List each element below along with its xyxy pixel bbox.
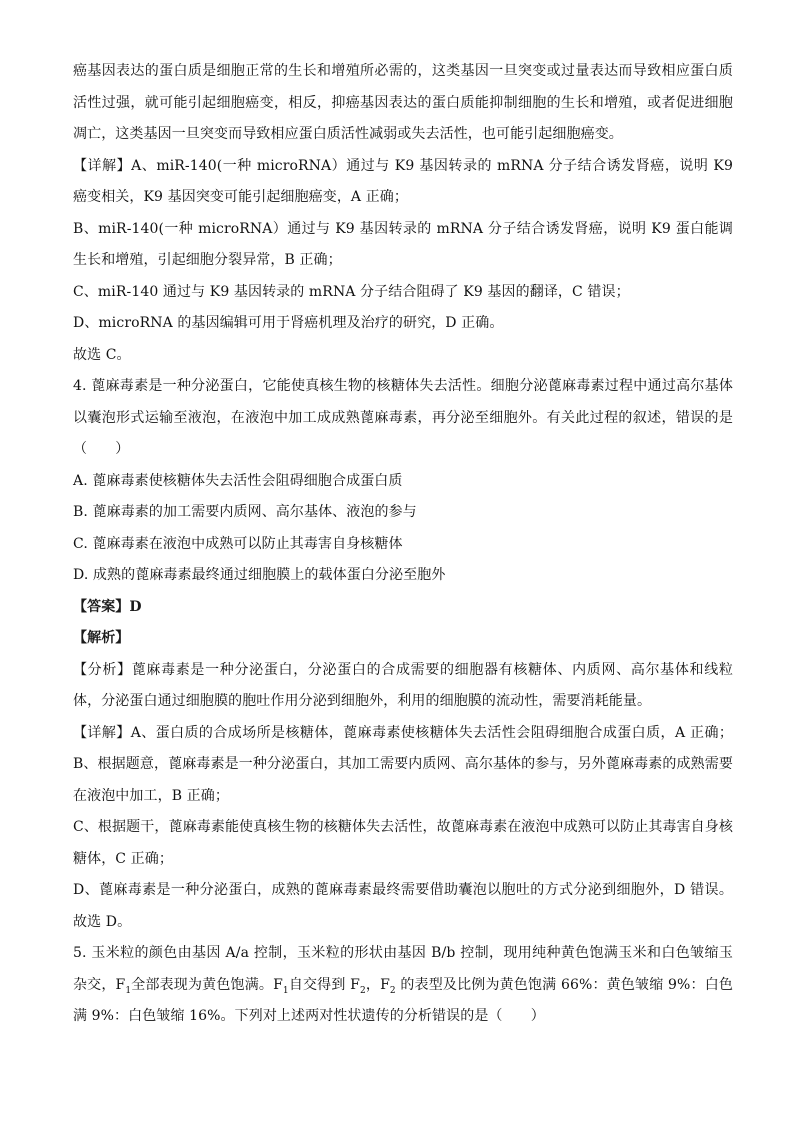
- text-line: 糖体，C 正确；: [73, 850, 173, 867]
- text-line: 凋亡，这类基因一旦突变而导致相应蛋白质活性减弱或失去活性，也可能引起细胞癌变。: [73, 126, 623, 142]
- text-run: ，F: [365, 976, 390, 993]
- text-line: D、蓖麻毒素是一种分泌蛋白，成熟的蓖麻毒素最终需要借助囊泡以胞吐的方式分泌到细胞外，D 错误。: [73, 882, 733, 898]
- text-line: 癌变相关，K9 基因突变可能引起细胞癌变，A 正确；: [73, 189, 408, 205]
- text-line: 在液泡中加工，B 正确；: [73, 787, 229, 804]
- text-line: 故选 D。: [73, 913, 132, 930]
- subscript: 2: [360, 985, 366, 996]
- text-line: C、miR-140 通过与 K9 基因转录的 mRNA 分子结合阻碍了 K9 基因的翻译，C 错误；: [73, 283, 630, 300]
- text-line: C. 蓖麻毒素在液泡中成熟可以防止其毒害自身核糖体: [73, 535, 403, 552]
- text-line: 癌基因表达的蛋白质是细胞正常的生长和增殖所必需的，这类基因一旦突变或过量表达而导致相应蛋白质: [73, 63, 733, 79]
- document-page: [73, 60, 733, 1037]
- text-line: B、根据题意，蓖麻毒素是一种分泌蛋白，其加工需要内质网、高尔基体的参与，另外蓖麻毒素的成熟需要: [73, 756, 733, 772]
- subscript: 2: [389, 985, 396, 996]
- text-run: 自交得到 F: [288, 976, 360, 993]
- text-run: 的表型及比例为黄色饱满 66%：黄色皱缩 9%：白色: [400, 976, 733, 993]
- text-line: 以囊泡形式运输至液泡，在液泡中加工成成熟蓖麻毒素，再分泌至细胞外。有关此过程的叙述，错误的是: [73, 409, 733, 426]
- text-line: 【答案】D: [73, 598, 142, 615]
- text-line: 生长和增殖，引起细胞分裂异常，B 正确；: [73, 252, 342, 268]
- text-line: B. 蓖麻毒素的加工需要内质网、高尔基体、液泡的参与: [73, 504, 417, 520]
- subscript: 1: [125, 985, 132, 996]
- text-line: 【详解】A、蛋白质的合成场所是核糖体，蓖麻毒素使核糖体失去活性会阻碍细胞合成蛋白质，A 正确；: [73, 724, 733, 741]
- text-line: [73, 974, 733, 996]
- text-line: C、根据题干，蓖麻毒素能使真核生物的核糖体失去活性，故蓖麻毒素在液泡中成熟可以防止其毒害自身核: [73, 819, 733, 835]
- text-line: 活性过强，就可能引起细胞癌变，相反，抑癌基因表达的蛋白质能抑制细胞的生长和增殖，或者促进细胞: [73, 94, 733, 111]
- text-line: 【详解】A、miR-140(一种 microRNA）通过与 K9 基因转录的 mRNA 分子结合诱发肾癌，说明 K9: [73, 157, 733, 174]
- text-run: 杂交，F: [73, 976, 126, 993]
- text-line: 【分析】蓖麻毒素是一种分泌蛋白，分泌蛋白的合成需要的细胞器有核糖体、内质网、高尔基体和线粒: [73, 661, 733, 678]
- text-line: 体，分泌蛋白通过细胞膜的胞吐作用分泌到细胞外，利用的细胞膜的流动性，需要消耗能量。: [73, 693, 652, 709]
- text-line: D、microRNA 的基因编辑可用于肾癌机理及治疗的研究，D 正确。: [73, 315, 504, 331]
- subscript: 1: [282, 985, 289, 996]
- text-line: B、miR-140(一种 microRNA）通过与 K9 基因转录的 mRNA 分子结合诱发肾癌，说明 K9 蛋白能调: [73, 220, 733, 237]
- text-line: 4. 蓖麻毒素是一种分泌蛋白，它能使真核生物的核糖体失去活性。细胞分泌蓖麻毒素过程中通过高尔基体: [73, 378, 733, 394]
- text-line: A. 蓖麻毒素使核糖体失去活性会阻碍细胞合成蛋白质: [73, 472, 403, 489]
- text-line: 5. 玉米粒的颜色由基因 A/a 控制，玉米粒的形状由基因 B/b 控制，现用纯种黄色饱满玉米和白色皱缩玉: [73, 945, 733, 961]
- text-line: 满 9%：白色皱缩 16%。下列对上述两对性状遗传的分析错误的是（ ）: [73, 1008, 545, 1024]
- text-line: 【解析】: [73, 630, 130, 646]
- text-run: 全部表现为黄色饱满。F: [131, 976, 283, 993]
- text-line: （ ）: [73, 441, 130, 457]
- text-line: D. 成熟的蓖麻毒素最终通过细胞膜上的载体蛋白分泌至胞外: [73, 567, 446, 583]
- text-line: 故选 C。: [73, 346, 131, 363]
